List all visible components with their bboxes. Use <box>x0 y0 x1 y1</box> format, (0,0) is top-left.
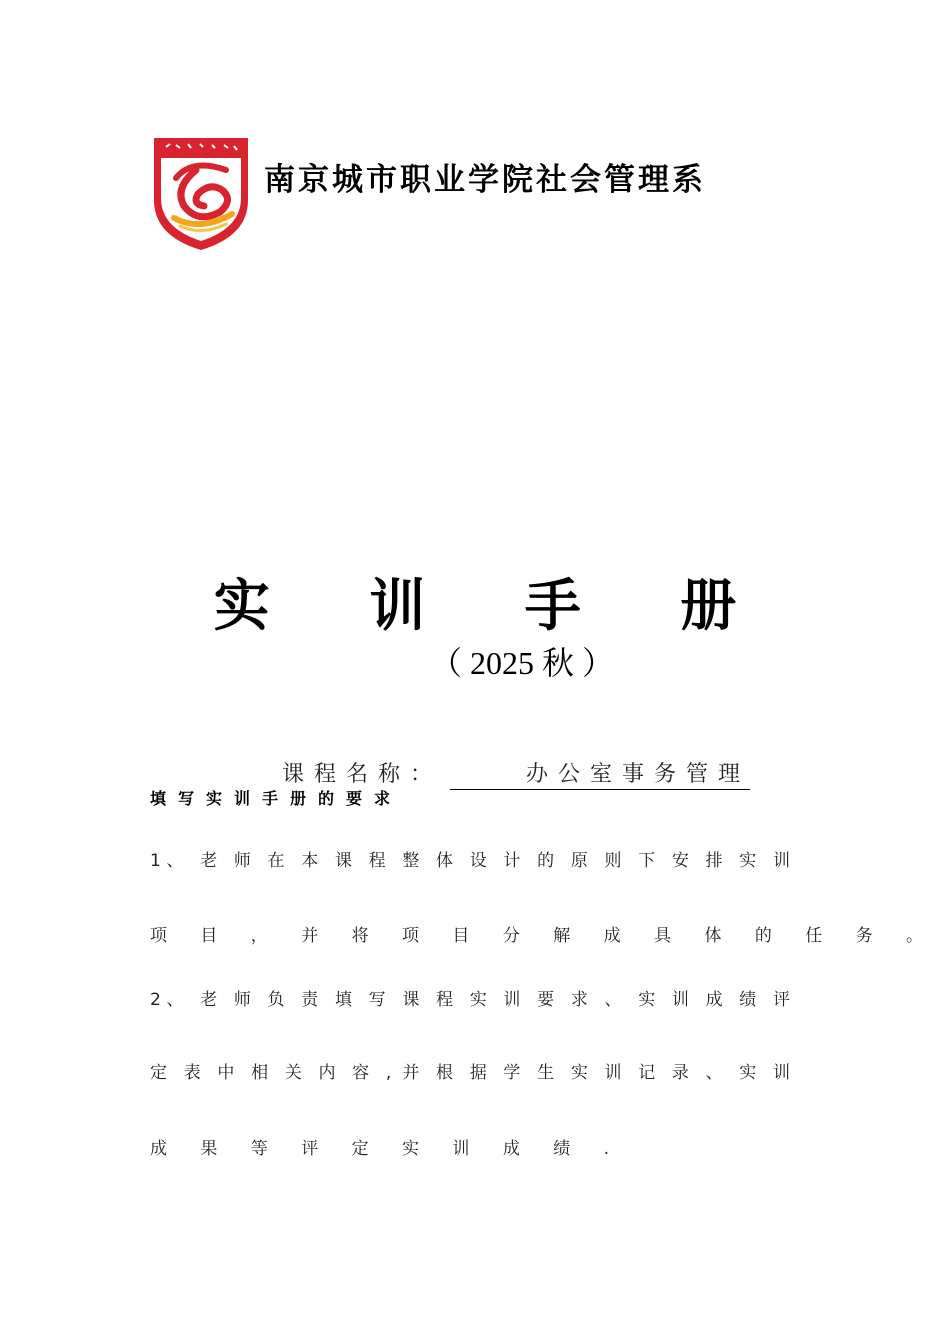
course-name-label: 课程名称： <box>282 762 443 787</box>
college-logo <box>150 134 252 252</box>
requirement-line: 项 目 ， 并 将 项 目 分 解 成 具 体 的 任 务 。 <box>150 926 938 946</box>
requirements-heading: 填写实训手册的要求 <box>150 789 403 808</box>
requirement-line: 成 果 等 评 定 实 训 成 绩 . <box>150 1139 624 1159</box>
requirement-line: 1、 老 师 在 本 课 程 整 体 设 计 的 原 则 下 安 排 实 训 <box>150 851 790 871</box>
department-name: 南京城市职业学院社会管理系 <box>264 162 706 198</box>
manual-title: 实 训 手 册 <box>213 574 777 639</box>
college-emblem-icon <box>150 134 252 252</box>
requirement-line: 定 表 中 相 关 内 容 , 并 根 据 学 生 实 训 记 录 、 实 训 <box>150 1063 790 1083</box>
requirement-line: 2、 老 师 负 责 填 写 课 程 实 训 要 求 、 实 训 成 绩 评 <box>150 990 790 1010</box>
course-name-value: 办公室事务管理 <box>450 757 750 790</box>
semester-label: （ 2025 秋 ） <box>430 645 615 681</box>
